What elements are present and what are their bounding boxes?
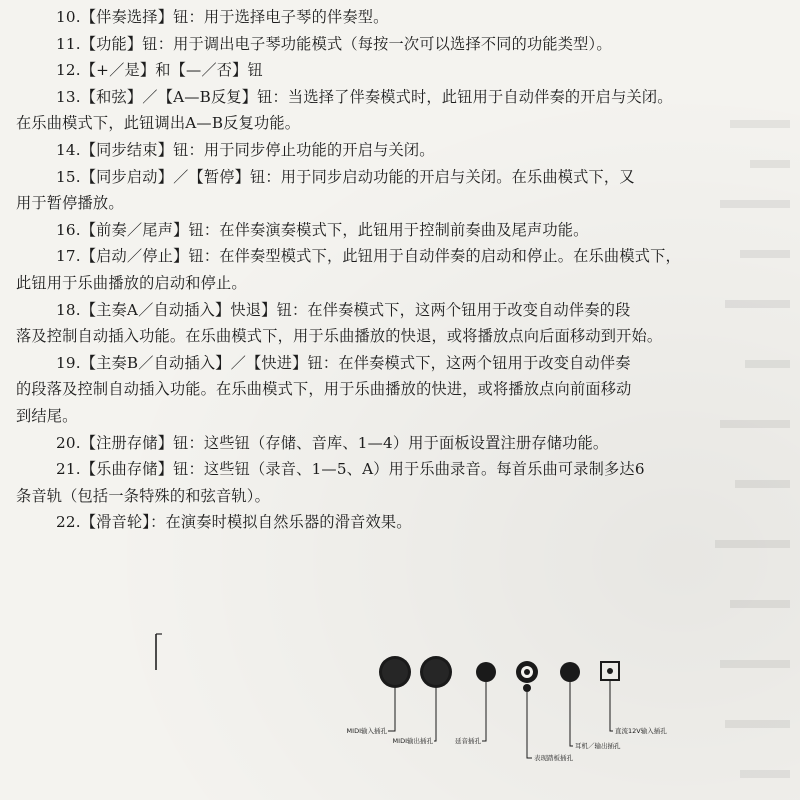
- leader-midi-in: [388, 688, 395, 731]
- midi-out-jack: [420, 656, 452, 688]
- midi-in-jack: [379, 656, 411, 688]
- label-headphone: 耳机／输出插孔: [575, 742, 621, 750]
- list-item-15: [16, 164, 788, 217]
- item-line: 的段落及控制自动插入功能。在乐曲模式下，用于乐曲播放的快进，或将播放点向前面移动: [16, 380, 632, 399]
- list-item-13: [16, 84, 788, 137]
- headphone-jack: [560, 662, 580, 682]
- item-line: 20.【注册存储】钮：这些钮（存储、音库、1—4）用于面板设置注册存储功能。: [56, 433, 609, 452]
- rear-panel-jack-diagram: [150, 620, 667, 790]
- list-item-21: [16, 456, 788, 509]
- item-line: 11.【功能】钮：用于调出电子琴功能模式（每按一次可以选择不同的功能类型）。: [56, 34, 612, 53]
- list-item-18: [16, 297, 788, 350]
- sustain-pedal-jack: [476, 662, 496, 682]
- label-pedal: 延音插孔: [455, 737, 481, 745]
- list-item-11: [16, 31, 788, 58]
- item-line: 14.【同步结束】钮：用于同步停止功能的开启与关闭。: [56, 140, 435, 159]
- label-expression: 表现踏板插孔: [534, 754, 573, 762]
- list-item-14: [16, 137, 788, 164]
- item-line: 16.【前奏／尾声】钮：在伴奏演奏模式下，此钮用于控制前奏曲及尾声功能。: [56, 220, 589, 239]
- item-line: 此钮用于乐曲播放的启动和停止。: [16, 273, 247, 292]
- leader-power: [610, 680, 613, 731]
- list-item-10: [16, 4, 788, 31]
- leader-expression: [527, 692, 532, 758]
- label-midi-in: MIDI输入插孔: [346, 727, 387, 735]
- item-line: 17.【启动／停止】钮：在伴奏型模式下，此钮用于自动伴奏的启动和停止。在乐曲模式下，: [56, 247, 681, 266]
- label-midi-out: MIDI输出插孔: [392, 737, 433, 745]
- item-line: 18.【主奏A／自动插入】快退】钮：在伴奏模式下，这两个钮用于改变自动伴奏的段: [56, 300, 631, 319]
- label-power: 直流12V输入插孔: [615, 727, 667, 735]
- leader-pedal: [482, 682, 486, 741]
- list-item-19: [16, 350, 788, 430]
- list-item-20: [16, 430, 788, 457]
- leader-headphone: [570, 682, 573, 746]
- item-line: 22.【滑音轮】：在演奏时模拟自然乐器的滑音效果。: [56, 513, 412, 532]
- dc-power-jack: [601, 662, 619, 680]
- list-item-12: [16, 57, 788, 84]
- leader-midi-out: [434, 688, 436, 741]
- item-line: 21.【乐曲存储】钮：这些钮（录音、1—5、A）用于乐曲录音。每首乐曲可录制多达6: [56, 460, 645, 479]
- item-line: 到结尾。: [16, 406, 78, 425]
- list-item-16: [16, 217, 788, 244]
- item-line: 12.【+／是】和【—／否】钮: [56, 61, 263, 80]
- item-line: 15.【同步启动】／【暂停】钮：用于同步启动功能的开启与关闭。在乐曲模式下，又: [56, 167, 635, 186]
- item-line: 条音轨（包括一条特殊的和弦音轨）。: [16, 486, 270, 505]
- expression-pedal-jack: [516, 661, 538, 692]
- item-line: 用于暂停播放。: [16, 194, 124, 213]
- list-item-17: [16, 243, 788, 296]
- item-line: 落及控制自动插入功能。在乐曲模式下，用于乐曲播放的快退，或将播放点向后面移动到开始。: [16, 327, 663, 346]
- button-description-list: [16, 4, 788, 536]
- item-line: 10.【伴奏选择】钮：用于选择电子琴的伴奏型。: [56, 8, 389, 26]
- item-line: 在乐曲模式下，此钮调出A—B反复功能。: [16, 114, 301, 133]
- item-line: 19.【主奏B／自动插入】／【快进】钮：在伴奏模式下，这两个钮用于改变自动伴奏: [56, 353, 631, 372]
- item-line: 13.【和弦】／【A—B反复】钮：当选择了伴奏模式时，此钮用于自动伴奏的开启与关闭。: [56, 87, 673, 106]
- list-item-22: [16, 509, 788, 536]
